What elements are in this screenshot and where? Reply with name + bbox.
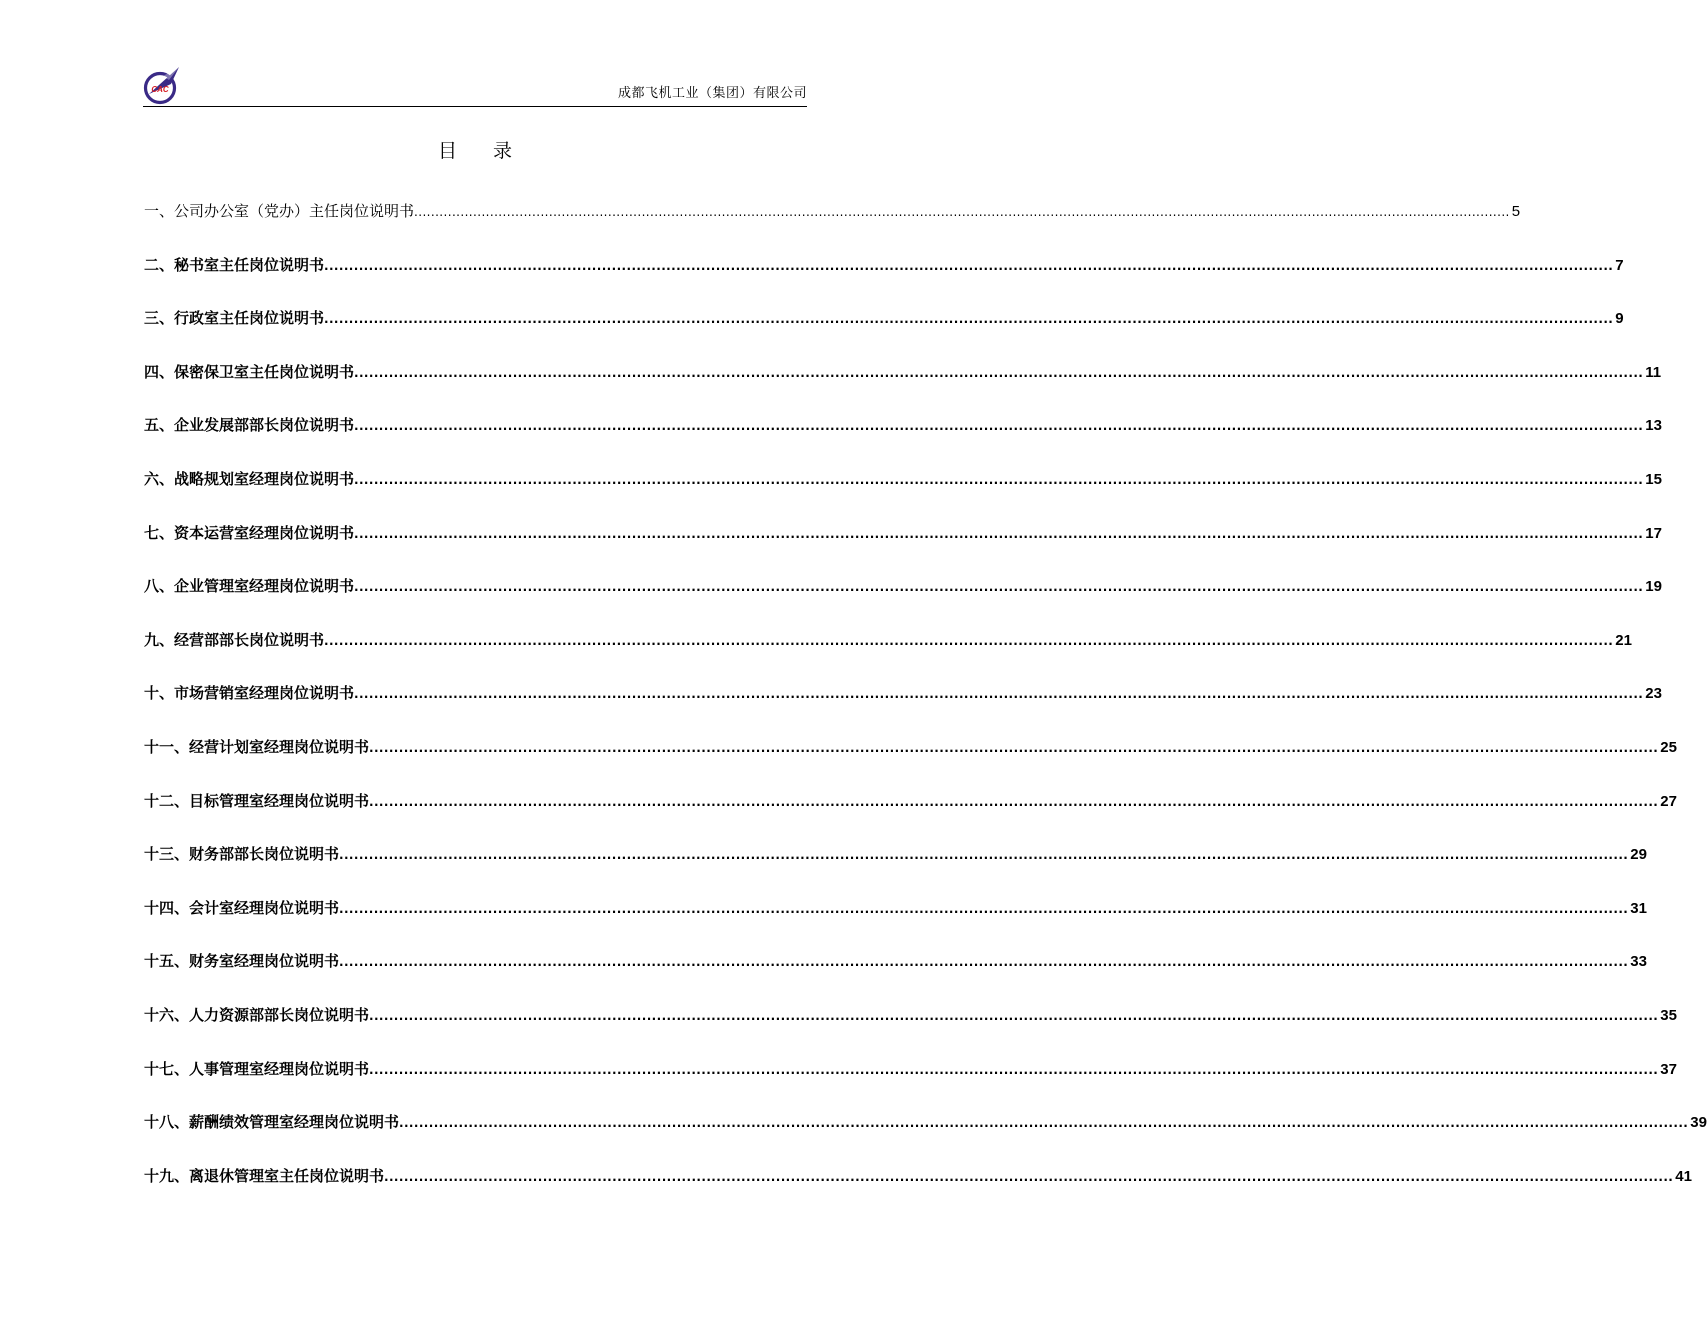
toc-entry[interactable] <box>144 629 1632 683</box>
toc-entry-label: 十八、薪酬绩效管理室经理岗位说明书 <box>144 1113 400 1132</box>
toc-dot-leader: .................................................................................................................................................................................................................................................................... <box>399 1116 1689 1131</box>
toc-dot-leader: .................................................................................................................................................................................................................................................................... <box>339 901 1629 916</box>
toc-entry-page-number: 31 <box>1630 899 1647 917</box>
toc-dot-leader: .................................................................................................................................................................................................................................................................... <box>369 740 1659 755</box>
toc-dot-leader: .................................................................................................................................................................................................................................................................... <box>369 1008 1659 1023</box>
toc-entry[interactable] <box>144 522 1662 576</box>
toc-entry-page-number: 29 <box>1630 846 1647 864</box>
toc-dot-leader: .................................................................................................................................................................................................................................................................... <box>369 794 1659 809</box>
toc-entry-page-number: 41 <box>1675 1167 1692 1185</box>
toc-dot-leader: .................................................................................................................................................................................................................................................................... <box>354 419 1644 434</box>
toc-entry[interactable] <box>144 200 1521 254</box>
toc-dot-leader: .................................................................................................................................................................................................................................................................... <box>339 955 1629 970</box>
toc-entry[interactable] <box>144 790 1677 844</box>
toc-entry-label: 十三、财务部部长岗位说明书 <box>144 845 340 864</box>
toc-dot-leader: .................................................................................................................................................................................................................................................................... <box>354 472 1644 487</box>
toc-entry[interactable] <box>144 1111 1707 1165</box>
toc-entry[interactable] <box>144 682 1662 736</box>
toc-entry[interactable] <box>144 414 1662 468</box>
toc-entry-page-number: 37 <box>1660 1060 1677 1078</box>
toc-entry-label: 五、企业发展部部长岗位说明书 <box>144 416 355 435</box>
toc-entry-page-number: 35 <box>1660 1006 1677 1024</box>
toc-entry-label: 七、资本运营室经理岗位说明书 <box>144 523 355 542</box>
toc-entry-page-number: 15 <box>1645 470 1662 488</box>
page-title: 目录 <box>437 140 548 162</box>
toc-entry-label: 十六、人力资源部部长岗位说明书 <box>144 1005 370 1024</box>
toc-entry-label: 十五、财务室经理岗位说明书 <box>144 952 340 971</box>
toc-entry-label: 三、行政室主任岗位说明书 <box>144 309 325 328</box>
toc-entry-page-number: 11 <box>1645 363 1662 381</box>
toc-entry-label: 十一、经营计划室经理岗位说明书 <box>144 737 370 756</box>
toc-dot-leader: .................................................................................................................................................................................................................................................................... <box>354 365 1644 380</box>
toc-entry[interactable] <box>144 897 1647 951</box>
toc-dot-leader: .................................................................................................................................................................................................................................................................... <box>354 687 1644 702</box>
toc-dot-leader: .................................................................................................................................................................................................................................................................... <box>369 1062 1659 1077</box>
toc-entry-page-number: 17 <box>1645 524 1662 542</box>
toc-entry-page-number: 23 <box>1645 685 1662 703</box>
toc-dot-leader: .................................................................................................................................................................................................................................................................... <box>324 633 1614 648</box>
toc-dot-leader: .................................................................................................................................................................................................................................................................... <box>324 312 1614 327</box>
toc-entry-page-number: 33 <box>1630 953 1647 971</box>
toc-entry-page-number: 5 <box>1511 203 1521 220</box>
toc-entry[interactable] <box>144 468 1662 522</box>
toc-entry-label: 十四、会计室经理岗位说明书 <box>144 898 340 917</box>
toc-entry-page-number: 39 <box>1690 1114 1707 1132</box>
toc-entry-page-number: 7 <box>1615 256 1624 274</box>
toc-dot-leader: .................................................................................................................................................................................................................................................................... <box>414 205 1510 219</box>
toc-entry-page-number: 25 <box>1660 738 1677 756</box>
toc-entry[interactable] <box>144 575 1662 629</box>
toc-entry-label: 六、战略规划室经理岗位说明书 <box>144 469 355 488</box>
toc-entry[interactable] <box>144 254 1624 308</box>
logo-lettering: CAC <box>151 85 169 94</box>
toc-entry-label: 八、企业管理室经理岗位说明书 <box>144 577 355 596</box>
company-logo-icon <box>143 64 183 104</box>
toc-entry-label: 九、经营部部长岗位说明书 <box>144 630 325 649</box>
toc-entry[interactable] <box>144 1004 1677 1058</box>
toc-entry-label: 十七、人事管理室经理岗位说明书 <box>144 1059 370 1078</box>
toc-dot-leader: .................................................................................................................................................................................................................................................................... <box>339 848 1629 863</box>
toc-entry-page-number: 21 <box>1615 631 1632 649</box>
table-of-contents <box>144 200 1707 1218</box>
toc-dot-leader: .................................................................................................................................................................................................................................................................... <box>324 258 1614 273</box>
toc-entry[interactable] <box>144 736 1677 790</box>
toc-entry-page-number: 13 <box>1645 417 1662 435</box>
toc-entry[interactable] <box>144 843 1647 897</box>
toc-entry-label: 十、市场营销室经理岗位说明书 <box>144 684 355 703</box>
toc-entry-label: 四、保密保卫室主任岗位说明书 <box>144 362 355 381</box>
toc-entry-page-number: 27 <box>1660 792 1677 810</box>
toc-entry-label: 一、公司办公室（党办）主任岗位说明书 <box>144 202 415 220</box>
toc-entry-label: 十九、离退休管理室主任岗位说明书 <box>144 1166 385 1185</box>
toc-entry-label: 十二、目标管理室经理岗位说明书 <box>144 791 370 810</box>
toc-entry[interactable] <box>144 307 1624 361</box>
toc-entry[interactable] <box>144 950 1647 1004</box>
toc-dot-leader: .................................................................................................................................................................................................................................................................... <box>354 580 1644 595</box>
toc-dot-leader: .................................................................................................................................................................................................................................................................... <box>354 526 1644 541</box>
company-name: 成都飞机工业（集团）有限公司 <box>617 86 807 101</box>
toc-entry[interactable] <box>144 361 1662 415</box>
toc-entry-page-number: 9 <box>1615 310 1624 328</box>
toc-entry-page-number: 19 <box>1645 578 1662 596</box>
toc-entry[interactable] <box>144 1165 1692 1219</box>
toc-entry[interactable] <box>144 1058 1677 1112</box>
toc-entry-label: 二、秘书室主任岗位说明书 <box>144 255 325 274</box>
page-header <box>143 60 807 107</box>
toc-dot-leader: .................................................................................................................................................................................................................................................................... <box>384 1169 1674 1184</box>
